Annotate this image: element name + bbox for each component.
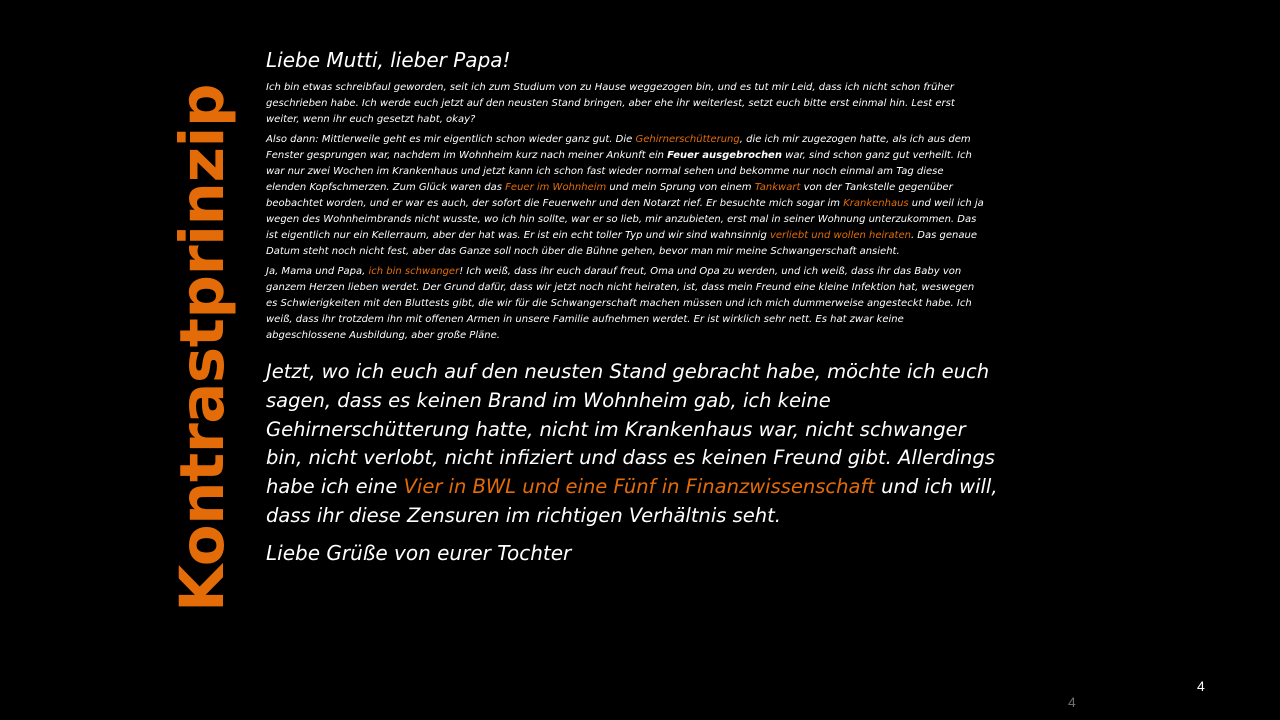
text-run: . Das genaue Datum steht noch nicht fest, aber das Ganze soll noch über die Bühne gehen, bevor man mir meine Schwangerschaft ansieht. [266,230,977,257]
letter-paragraph-1: Ich bin etwas schreibfaul geworden, seit ich zum Studium von zu Hause weggezogen bin, und es tut mir Leid, dass ich nicht schon früher geschrieben habe. Ich werde euch jetzt auf den neusten Stand bringen, aber ehe ihr weiterlest, setzt euch bitte erst einmal hin. Lest erst weiter, wenn ihr euch gesetzt habt, okay? [266,82,955,125]
highlight-schwanger: ich bin schwanger [368,266,460,277]
text-run: von der Tankstelle gegenüber beobachtet worden, und er war es auch, der sofort die Feuerwehr und den Notarzt rief. Er besuchte mich sogar im [266,182,953,209]
highlight-tankwart: Tankwart [754,182,801,193]
text-run: war, sind schon ganz gut verheilt. Ich war nur zwei Wochen im Krankenhaus und jetzt kann ich schon fast wieder normal sehen und bekomme nur noch einmal am Tag diese elenden Kopfschmerzen. Zum Glück waren das [266,150,972,193]
text-run: Jetzt, wo ich euch auf den neusten Stand gebracht habe, möchte ich euch sagen, dass es keinen Brand im Wohnheim gab, ich keine Gehirnerschütterung hatte, nicht im Krankenhaus war, nicht schwanger bin, nicht verlobt, nicht infiziert und dass es keinen Freund gibt. Allerdings habe ich eine [266,360,995,499]
page-number-faded: 4 [1068,694,1076,710]
text-run: und mein Sprung von einem [606,182,755,193]
text-run: und ich will, dass ihr diese Zensuren im richtigen Verhältnis seht. [266,475,998,527]
letter-paragraph-2 [266,132,986,260]
highlight-gehirnerschuetterung: Gehirnerschütterung [635,134,740,145]
letter-paragraph-4 [266,358,1001,531]
page-number: 4 [1197,678,1205,694]
highlight-grades: Vier in BWL und eine Fünf in Finanzwissenschaft [403,475,875,499]
text-run: Also dann: Mittlerweile geht es mir eigentlich schon wieder ganz gut. Die [266,134,636,145]
highlight-verliebt: verliebt und wollen heiraten [769,230,911,241]
text-run: ! Ich weiß, dass ihr euch darauf freut, Oma und Opa zu werden, und ich weiß, dass ihr das Baby von ganzem Herzen lieben werdet. Der Grund dafür, dass wir jetzt noch nicht heiraten, ist, dass mein Freund eine kleine Infektion hat, weswegen es Schwierigkeiten mit den Bluttests gibt, die wir für die Schwangerschaft machen müssen und ich mich dummerweise angesteckt habe. Ich weiß, dass ihr trotzdem ihn mit offenen Armen in unsere Familie aufnehmen werdet. Er ist wirklich sehr nett. Es hat zwar keine abgeschlossene Ausbildung, aber große Pläne. [266,266,975,341]
vertical-title-container [167,83,238,612]
slide-title: Kontrastprinzip [167,83,238,612]
letter-paragraph-3 [266,264,986,344]
letter-closing: Liebe Grüße von eurer Tochter [266,540,572,565]
text-run: , die ich mir zugezogen hatte, als ich aus dem Fenster gesprungen war, nachdem im Wohnheim kurz nach meiner Ankunft ein [266,134,971,161]
text-run: und weil ich ja wegen des Wohnheimbrands nicht wusste, wo ich hin sollte, war er so lieb, mir anzubieten, erst mal in seiner Wohnung unterzukommen. Das ist eigentlich nur ein Kellerraum, aber der hat was. Er ist ein echt toller Typ und wir sind wahnsinnig [266,198,984,241]
letter-greeting: Liebe Mutti, lieber Papa! [266,48,511,72]
letter-content [266,46,998,567]
text-run: Ja, Mama und Papa, [266,266,369,277]
highlight-feuer-im-wohnheim: Feuer im Wohnheim [505,182,607,193]
bold-feuer-ausgebrochen: Feuer ausgebrochen [667,150,782,161]
highlight-krankenhaus: Krankenhaus [843,198,909,209]
